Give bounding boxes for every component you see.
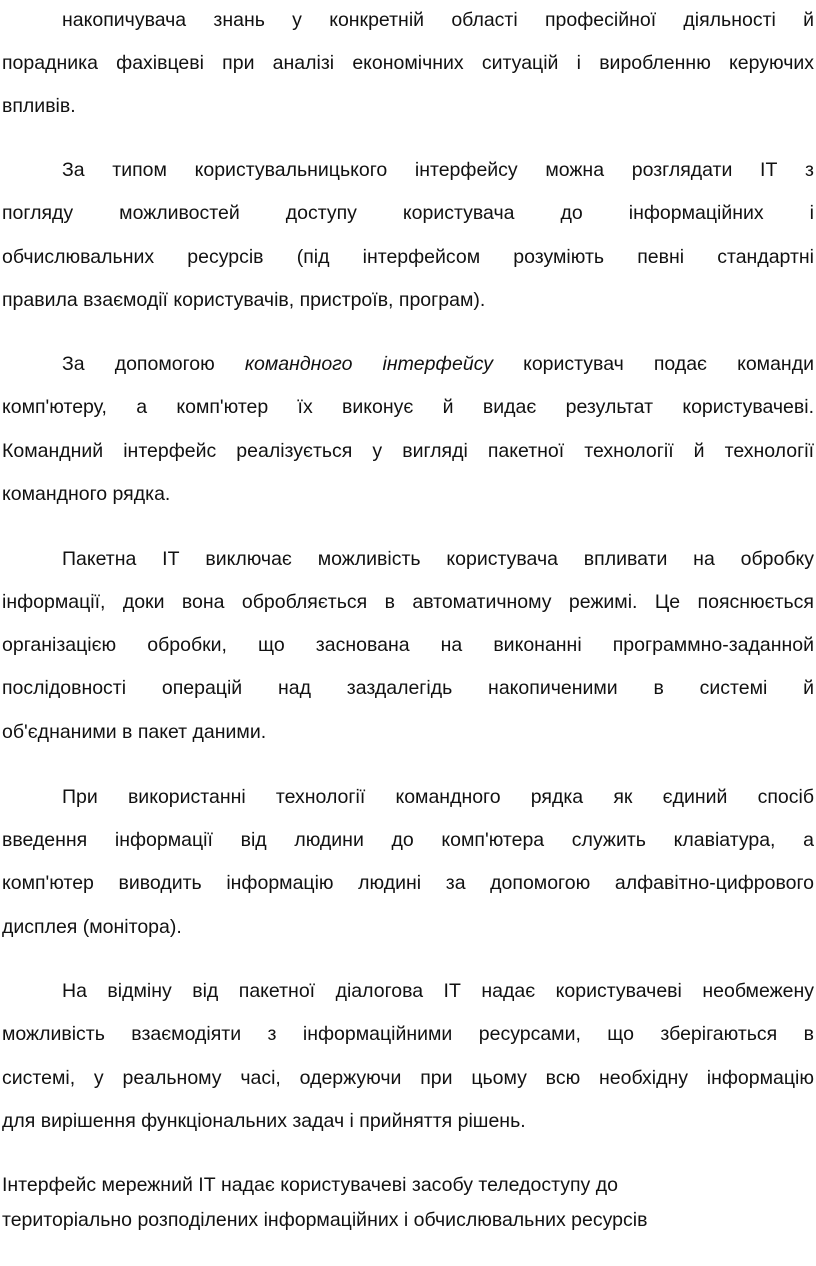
- text-line: накопичувача знань у конкретній області професійної діяльності й: [62, 9, 814, 31]
- text-span: користувач подає команди: [492, 353, 814, 375]
- text-line: Інтерфейс мережний ІТ надає користувачеві засобу теледоступу до: [2, 1174, 618, 1196]
- emphasis-term: командного інтерфейсу: [244, 353, 493, 375]
- text-line: введення інформації від людини до комп'ютера служить клавіатура, а: [2, 829, 814, 851]
- text-line: впливів.: [2, 95, 76, 117]
- text-line: дисплея (монітора).: [2, 916, 182, 938]
- text-line: За типом користувальницького інтерфейсу можна розглядати ІТ з: [62, 159, 814, 181]
- text-line: для вирішення функціональних задач і прийняття рішень.: [2, 1110, 526, 1132]
- text-line: Командний інтерфейс реалізується у вигляді пакетної технології й технології: [2, 440, 814, 462]
- text-span: За допомогою: [62, 353, 245, 375]
- text-line: можливість взаємодіяти з інформаційними ресурсами, що зберігаються в: [2, 1023, 814, 1045]
- text-line: Пакетна ІТ виключає можливість користувача впливати на обробку: [62, 548, 814, 570]
- text-line: інформації, доки вона обробляється в автоматичному режимі. Це пояснюється: [2, 591, 814, 613]
- text-line: системі, у реальному часі, одержуючи при цьому всю необхідну інформацію: [2, 1067, 814, 1089]
- text-line: порадника фахівцеві при аналізі економічних ситуацій і виробленню керуючих: [2, 52, 814, 74]
- text-line: [62, 350, 814, 378]
- text-line: командного рядка.: [2, 483, 171, 505]
- text-line: При використанні технології командного рядка як єдиний спосіб: [62, 786, 814, 808]
- text-line: послідовності операцій над заздалегідь накопиченими в системі й: [2, 677, 814, 699]
- text-line: об'єднаними в пакет даними.: [2, 721, 267, 743]
- text-line: комп'ютер виводить інформацію людині за допомогою алфавітно-цифрового: [2, 872, 814, 894]
- text-line: правила взаємодії користувачів, пристроїв, програм).: [2, 289, 486, 311]
- text-line: комп'ютеру, а комп'ютер їх виконує й видає результат користувачеві.: [2, 396, 814, 418]
- text-line: обчислювальних ресурсів (під інтерфейсом розуміють певні стандартні: [2, 246, 814, 268]
- text-line: організацією обробки, що заснована на виконанні программно-заданной: [2, 634, 814, 656]
- text-line: погляду можливостей доступу користувача до інформаційних і: [2, 202, 814, 224]
- text-line: територіально розподілених інформаційних і обчислювальних ресурсів: [2, 1209, 648, 1231]
- text-line: На відміну від пакетної діалогова ІТ надає користувачеві необмежену: [62, 980, 814, 1002]
